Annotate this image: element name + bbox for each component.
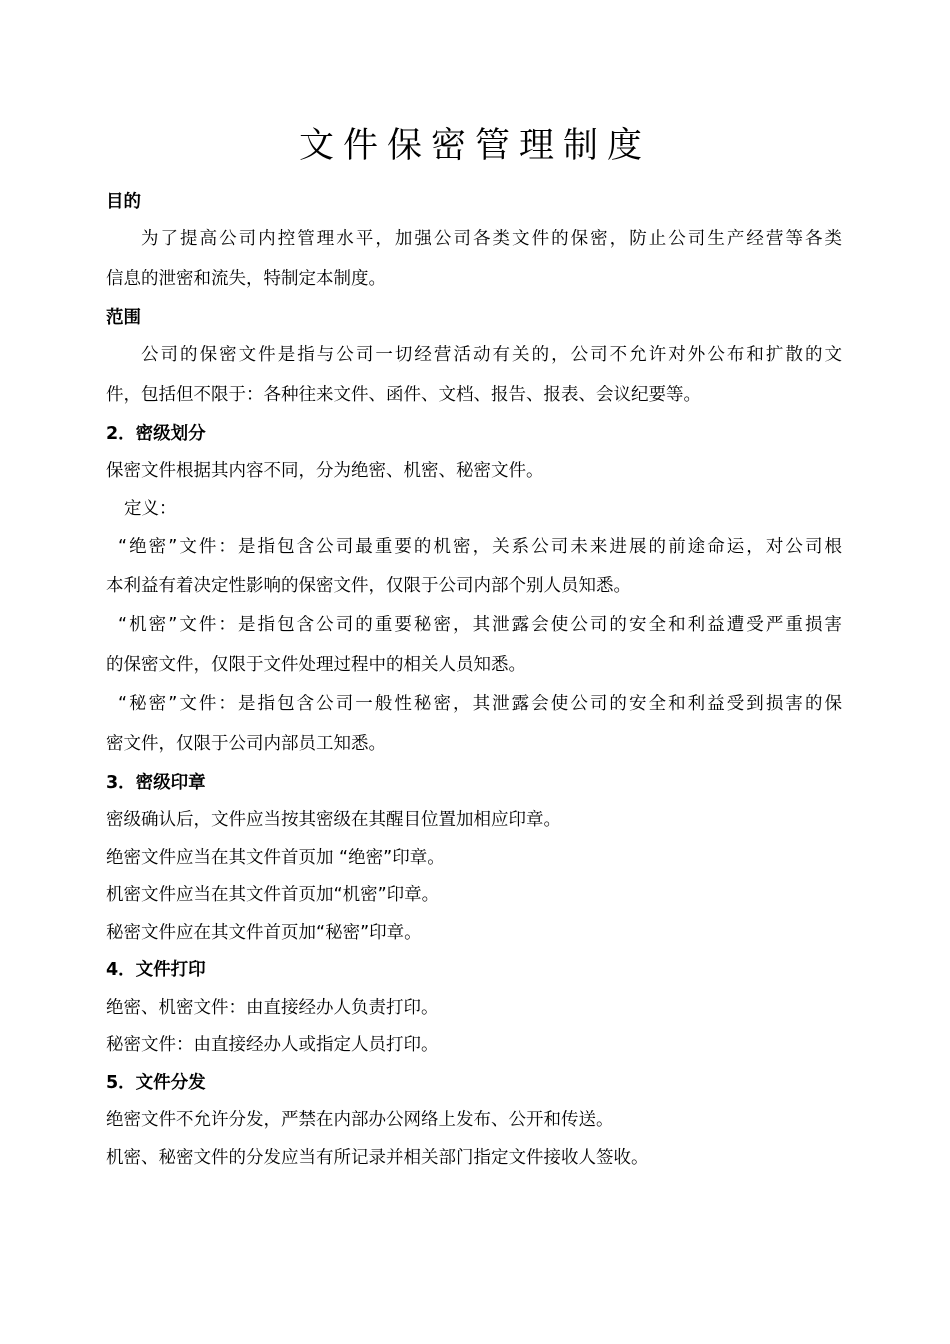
paragraph-line: 公司的保密文件是指与公司一切经营活动有关的，公司不允许对外公布和扩散的文 bbox=[141, 345, 842, 365]
paragraph-line: 件，包括但不限于：各种往来文件、函件、文档、报告、报表、会议纪要等。 bbox=[106, 385, 701, 405]
definition-top-secret: “绝密”文件：是指包含公司最重要的机密，关系公司未来进展的前途命运，对公司根 bbox=[118, 537, 842, 557]
paragraph-line: 密文件，仅限于公司内部员工知悉。 bbox=[106, 734, 386, 754]
definition-secret: “机密”文件：是指包含公司的重要秘密，其泄露会使公司的安全和利益遭受严重损害 bbox=[118, 615, 842, 635]
section-heading-scope: 范围 bbox=[106, 308, 141, 328]
section-heading-distribution: 5．文件分发 bbox=[106, 1073, 206, 1093]
paragraph-line: 秘密文件应在其文件首页加“秘密”印章。 bbox=[106, 923, 422, 943]
paragraph-line: 机密、秘密文件的分发应当有所记录并相关部门指定文件接收人签收。 bbox=[106, 1148, 649, 1168]
paragraph-line: 绝密文件应当在其文件首页加 “绝密”印章。 bbox=[106, 848, 445, 868]
paragraph-line: 秘密文件：由直接经办人或指定人员打印。 bbox=[106, 1035, 439, 1055]
paragraph-line: 机密文件应当在其文件首页加“机密”印章。 bbox=[106, 885, 440, 905]
paragraph-line: 绝密、机密文件：由直接经办人负责打印。 bbox=[106, 998, 439, 1018]
paragraph-line: 信息的泄密和流失，特制定本制度。 bbox=[106, 269, 386, 289]
section-heading-stamps: 3．密级印章 bbox=[106, 773, 206, 793]
paragraph-line: 为了提高公司内控管理水平，加强公司各类文件的保密，防止公司生产经营等各类 bbox=[141, 229, 842, 249]
section-heading-printing: 4．文件打印 bbox=[106, 960, 206, 980]
paragraph-line: 绝密文件不允许分发，严禁在内部办公网络上发布、公开和传送。 bbox=[106, 1110, 614, 1130]
paragraph-line: 本利益有着决定性影响的保密文件，仅限于公司内部个别人员知悉。 bbox=[106, 576, 631, 596]
paragraph-line: 密级确认后，文件应当按其密级在其醒目位置加相应印章。 bbox=[106, 810, 561, 830]
definition-confidential: “秘密”文件：是指包含公司一般性秘密，其泄露会使公司的安全和利益受到损害的保 bbox=[118, 694, 842, 714]
section-heading-classification: 2．密级划分 bbox=[106, 424, 206, 444]
definition-label: 定义： bbox=[124, 499, 177, 519]
section-heading-purpose: 目的 bbox=[106, 192, 141, 212]
paragraph-line: 的保密文件，仅限于文件处理过程中的相关人员知悉。 bbox=[106, 655, 526, 675]
document-title: 文件保密管理制度 bbox=[298, 126, 651, 166]
paragraph-line: 保密文件根据其内容不同，分为绝密、机密、秘密文件。 bbox=[106, 461, 544, 481]
